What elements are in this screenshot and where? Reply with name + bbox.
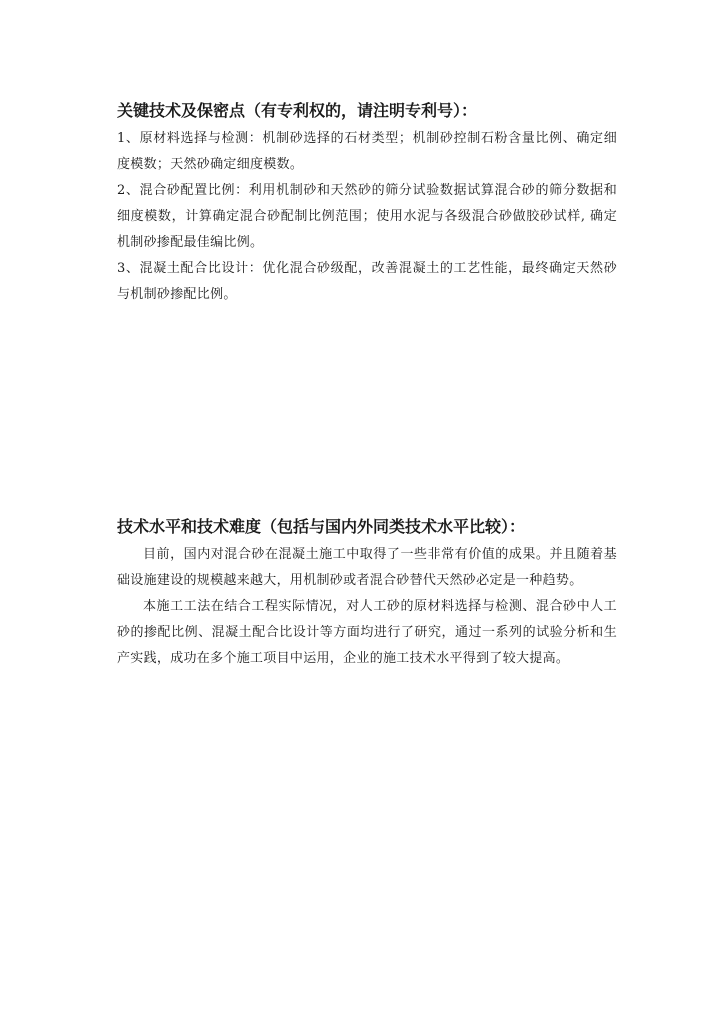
key-technology-section: [117, 98, 617, 308]
key-technology-heading: 关键技术及保密点（有专利权的，请注明专利号）：: [117, 101, 478, 120]
domestic-status-paragraph: 目前，国内对混合砂在混凝土施工中取得了一些非常有价值的成果。并且随着基础设施建设的规模越来越大，用机制砂或者混合砂替代天然砂必定是一种趋势。: [117, 547, 617, 588]
method-summary-paragraph: 本施工工法在结合工程实际情况，对人工砂的原材料选择与检测、混合砂中人工砂的掺配比例、混凝土配合比设计等方面均进行了研究，通过一系列的试验分析和生产实践，成功在多个施工项目中运用，企业的施工技术水平得到了较大提高。: [117, 599, 617, 666]
mix-ratio-paragraph: 2、混合砂配置比例：利用机制砂和天然砂的筛分试验数据试算混合砂的筛分数据和细度模数，计算确定混合砂配制比例范围；使用水泥与各级混合砂做胶砂试样, 确定机制砂掺配最佳编比例。: [117, 183, 617, 250]
raw-material-paragraph: 1、原材料选择与检测：机制砂选择的石材类型；机制砂控制石粉含量比例、确定细度模数；天然砂确定细度模数。: [117, 131, 617, 172]
technical-level-section: [117, 514, 617, 672]
technical-level-heading: 技术水平和技术难度（包括与国内外同类技术水平比较）：: [117, 517, 526, 536]
concrete-design-paragraph: 3、混凝土配合比设计：优化混合砂级配，改善混凝土的工艺性能，最终确定天然砂与机制砂掺配比例。: [117, 261, 617, 302]
